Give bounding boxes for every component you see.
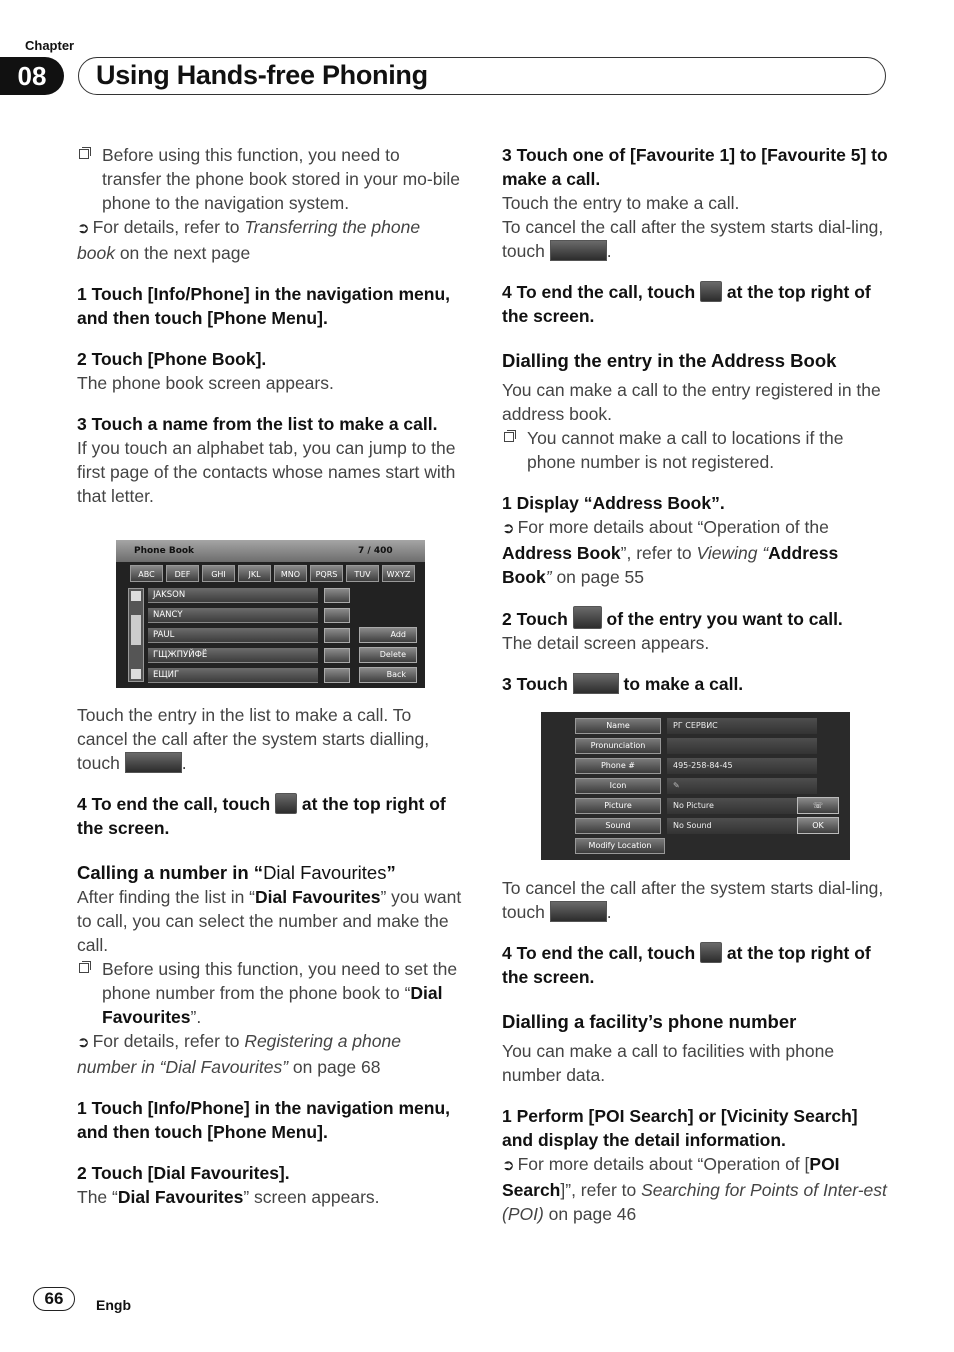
- dial-favourites-intro: [77, 885, 462, 957]
- chapter-number-badge: 08: [0, 57, 64, 95]
- name-value: РГ СЕРВИС: [667, 718, 817, 734]
- step-4-end-call: [77, 792, 462, 840]
- step-2-phone-book: 2 Touch [Phone Book].: [77, 349, 267, 369]
- step-2-dial-favourites-body: [77, 1185, 462, 1209]
- sentence-end: .: [181, 753, 187, 773]
- end-call-icon: [700, 281, 722, 302]
- ref-link-viewing[interactable]: Viewing “: [696, 543, 769, 563]
- heading-part: Dial Favourites: [263, 862, 387, 883]
- heading-facility-phone: Dialling a facility’s phone number: [502, 1011, 797, 1032]
- right-column: [502, 143, 892, 696]
- tab-mno[interactable]: MNO: [274, 565, 307, 582]
- contact-row[interactable]: NANCY: [148, 608, 318, 623]
- text-part: Dial Favourites: [117, 1187, 244, 1207]
- facility-intro: You can make a call to facilities with phone number data.: [502, 1041, 835, 1085]
- step-3-cancel-body: [502, 215, 892, 263]
- edit-icon[interactable]: [324, 628, 350, 643]
- cancel-call-icon: [550, 240, 607, 261]
- note-transfer-phonebook: [77, 143, 462, 215]
- chapter-label: Chapter: [25, 38, 75, 53]
- cancel-call-icon: [125, 752, 182, 773]
- reference-address-book: [502, 515, 892, 589]
- step-2-touch-edit: [502, 606, 892, 631]
- ok-button[interactable]: OK: [797, 817, 839, 834]
- phone-label[interactable]: Phone #: [575, 758, 661, 774]
- pronunciation-value: [667, 738, 817, 754]
- step-4-end-call-right-2: [502, 941, 892, 989]
- heading-dial-favourites: [77, 861, 462, 885]
- ref-prefix: For details, refer to: [92, 217, 245, 237]
- text-part: Address Book: [502, 543, 621, 563]
- text-part: on page 46: [543, 1204, 637, 1224]
- text-part: POI Search: [502, 1154, 840, 1200]
- picture-label[interactable]: Picture: [575, 798, 661, 814]
- tab-abc[interactable]: ABC: [130, 565, 163, 582]
- text-part: ”, refer to: [620, 543, 697, 563]
- ref-suffix: on the next page: [114, 243, 251, 263]
- phone-call-icon: ☏: [812, 801, 823, 810]
- modify-location-button[interactable]: Modify Location: [575, 838, 665, 854]
- right-column-lower: [502, 876, 892, 1226]
- picture-value: No Picture: [667, 798, 817, 814]
- step-3-touch-name: 3 Touch a name from the list to make a call.: [77, 414, 438, 434]
- step-3-favourite-body: Touch the entry to make a call.: [502, 193, 740, 213]
- phone-book-screenshot: [116, 540, 425, 688]
- text-part: Address Book: [502, 543, 839, 587]
- sound-value: No Sound: [667, 818, 817, 834]
- phone-book-title: Phone Book: [134, 546, 195, 556]
- text-part: 4 To end the call, touch: [502, 943, 701, 963]
- back-button[interactable]: Back: [359, 667, 417, 683]
- cancel-call-text-right: [502, 876, 892, 924]
- text-part: to make a call.: [618, 674, 744, 694]
- step-2-detail-body: The detail screen appears.: [502, 633, 710, 653]
- sound-label[interactable]: Sound: [575, 818, 661, 834]
- text-part: on page 55: [551, 567, 645, 587]
- cancel-call-body: Touch the entry in the list to make a call. To cancel the call after the system starts dialling, touch: [77, 705, 430, 773]
- note-checkbox-icon: [504, 432, 514, 442]
- text-part: For more details about “Operation of [: [517, 1154, 810, 1174]
- text-part: After finding the list in “: [77, 887, 255, 907]
- icon-value: [667, 778, 817, 794]
- step-4-suffix: at the top right of the screen.: [502, 282, 871, 326]
- step-3-touch-call: [502, 672, 892, 696]
- step-1-poi-search: 1 Perform [POI Search] or [Vicinity Search] and display the detail information.: [502, 1106, 858, 1150]
- note-no-phone-number: [502, 426, 892, 474]
- list-scrollbar[interactable]: [128, 588, 144, 682]
- pronunciation-label[interactable]: Pronunciation: [575, 738, 661, 754]
- text-part: Dial Favourites: [255, 887, 381, 907]
- step-4-prefix: 4 To end the call, touch: [77, 794, 276, 814]
- step-1-display-address-book: 1 Display “Address Book”.: [502, 493, 725, 513]
- text-part: at the top right of the screen.: [502, 943, 871, 987]
- chapter-title: Using Hands-free Phoning: [96, 60, 428, 90]
- icon-label[interactable]: Icon: [575, 778, 661, 794]
- cancel-call-text: [77, 703, 462, 775]
- note-text: Before using this function, you need to transfer the phone book stored in your mo-bile phone to the navigation system.: [102, 145, 460, 213]
- edit-icon[interactable]: [324, 668, 350, 683]
- ref-link-searching-poi[interactable]: Searching for Points of Inter-est (POI): [502, 1180, 887, 1224]
- page-number: 66: [33, 1287, 75, 1311]
- tab-wxyz[interactable]: WXYZ: [382, 565, 415, 582]
- text-part: ”: [545, 567, 552, 587]
- text-part: Before using this function, you need to set the phone number from the phone book to “: [102, 959, 458, 1003]
- step-2-dial-favourites: 2 Touch [Dial Favourites].: [77, 1163, 290, 1183]
- tab-tuv[interactable]: TUV: [346, 565, 379, 582]
- text-part: To cancel the call after the system starts dial-ling, touch: [502, 878, 884, 922]
- cancel-call-icon: [550, 901, 607, 922]
- phone-call-icon: [573, 673, 619, 694]
- ref-link-registering[interactable]: Registering a phone number in “Dial Favourites”: [77, 1031, 401, 1077]
- heading-part: Calling a number in “: [77, 862, 264, 883]
- step-3-body: If you touch an alphabet tab, you can jump to the first page of the contacts whose names start with that letter.: [77, 438, 456, 506]
- pen-icon: ✎: [673, 781, 680, 790]
- ref-prefix: For details, refer to: [92, 1031, 245, 1051]
- note-checkbox-icon: [79, 149, 89, 159]
- left-column-lower: [77, 703, 462, 1209]
- call-button[interactable]: [797, 797, 839, 814]
- text-part: ”.: [190, 1007, 202, 1027]
- phone-value: 495-258-84-45: [667, 758, 817, 774]
- step-4-end-call-right: [502, 280, 892, 328]
- text-part: For more details about “Operation of the: [517, 517, 829, 537]
- scroll-up-icon[interactable]: [131, 591, 141, 601]
- contact-row[interactable]: ГЩЖПУЙФЁ: [148, 648, 318, 663]
- step-3-favourite: 3 Touch one of [Favourite 1] to [Favourite 5] to make a call.: [502, 145, 888, 189]
- tab-ghi[interactable]: GHI: [202, 565, 235, 582]
- reference-transfer: [77, 215, 462, 265]
- text-part: 2 Touch: [502, 609, 573, 629]
- tab-def[interactable]: DEF: [166, 565, 199, 582]
- text-part: To cancel the call after the system starts dial-ling, touch: [502, 217, 884, 261]
- step-4-prefix: 4 To end the call, touch: [502, 282, 701, 302]
- phone-book-titlebar: [116, 540, 425, 562]
- edit-icon[interactable]: [324, 608, 350, 623]
- text-part: ” you want to call, you can select the number and make the call.: [77, 887, 462, 955]
- step-4-suffix: at the top right of the screen.: [77, 794, 446, 838]
- edit-entry-icon: [573, 606, 602, 629]
- ref-suffix: on page 68: [288, 1057, 381, 1077]
- end-call-icon: [700, 942, 722, 963]
- ref-link-transfer[interactable]: Transferring the phone book: [77, 217, 421, 263]
- address-detail-screenshot: [541, 712, 850, 860]
- edit-icon[interactable]: [324, 588, 350, 603]
- heading-address-book: Dialling the entry in the Address Book: [502, 350, 837, 371]
- reference-arrow-icon: ➲: [502, 520, 515, 537]
- reference-arrow-icon: ➲: [77, 220, 90, 237]
- text-part: 3 Touch: [502, 674, 573, 694]
- contact-row[interactable]: ЕЩИГ: [148, 668, 318, 683]
- step-1-info-phone-2: 1 Touch [Info/Phone] in the navigation menu, and then touch [Phone Menu].: [77, 1098, 451, 1142]
- address-book-intro: You can make a call to the entry registered in the address book.: [502, 380, 881, 424]
- language-code: Engb: [96, 1297, 131, 1313]
- heading-part: ”: [386, 862, 396, 883]
- phone-book-counter: 7 / 400: [358, 546, 393, 556]
- name-label[interactable]: Name: [575, 718, 661, 734]
- text-part: The “: [77, 1187, 118, 1207]
- reference-registering: [77, 1029, 462, 1079]
- note-text: You cannot make a call to locations if the phone number is not registered.: [527, 428, 844, 472]
- tab-pqrs[interactable]: PQRS: [310, 565, 343, 582]
- end-call-icon: [275, 793, 297, 814]
- delete-button[interactable]: Delete: [359, 647, 417, 663]
- sentence-end: .: [606, 241, 612, 261]
- left-column: [77, 143, 462, 508]
- contact-row[interactable]: PAUL: [148, 628, 318, 643]
- text-part: of the entry you want to call.: [601, 609, 843, 629]
- sentence-end: .: [606, 902, 612, 922]
- step-1-info-phone: 1 Touch [Info/Phone] in the navigation menu, and then touch [Phone Menu].: [77, 284, 451, 328]
- step-2-body: The phone book screen appears.: [77, 373, 334, 393]
- scroll-thumb[interactable]: [131, 615, 141, 645]
- note-set-favourites: [77, 957, 462, 1029]
- text-part: Dial Favourites: [102, 983, 443, 1027]
- reference-arrow-icon: ➲: [77, 1034, 90, 1051]
- add-button[interactable]: Add: [359, 627, 417, 643]
- reference-arrow-icon: ➲: [502, 1157, 515, 1174]
- text-part: ]”, refer to: [560, 1180, 642, 1200]
- tab-jkl[interactable]: JKL: [238, 565, 271, 582]
- reference-poi-search: [502, 1152, 892, 1226]
- contact-row[interactable]: JAKSON: [148, 588, 318, 603]
- scroll-down-icon[interactable]: [131, 669, 141, 679]
- edit-icon[interactable]: [324, 648, 350, 663]
- text-part: ” screen appears.: [243, 1187, 380, 1207]
- note-checkbox-icon: [79, 963, 89, 973]
